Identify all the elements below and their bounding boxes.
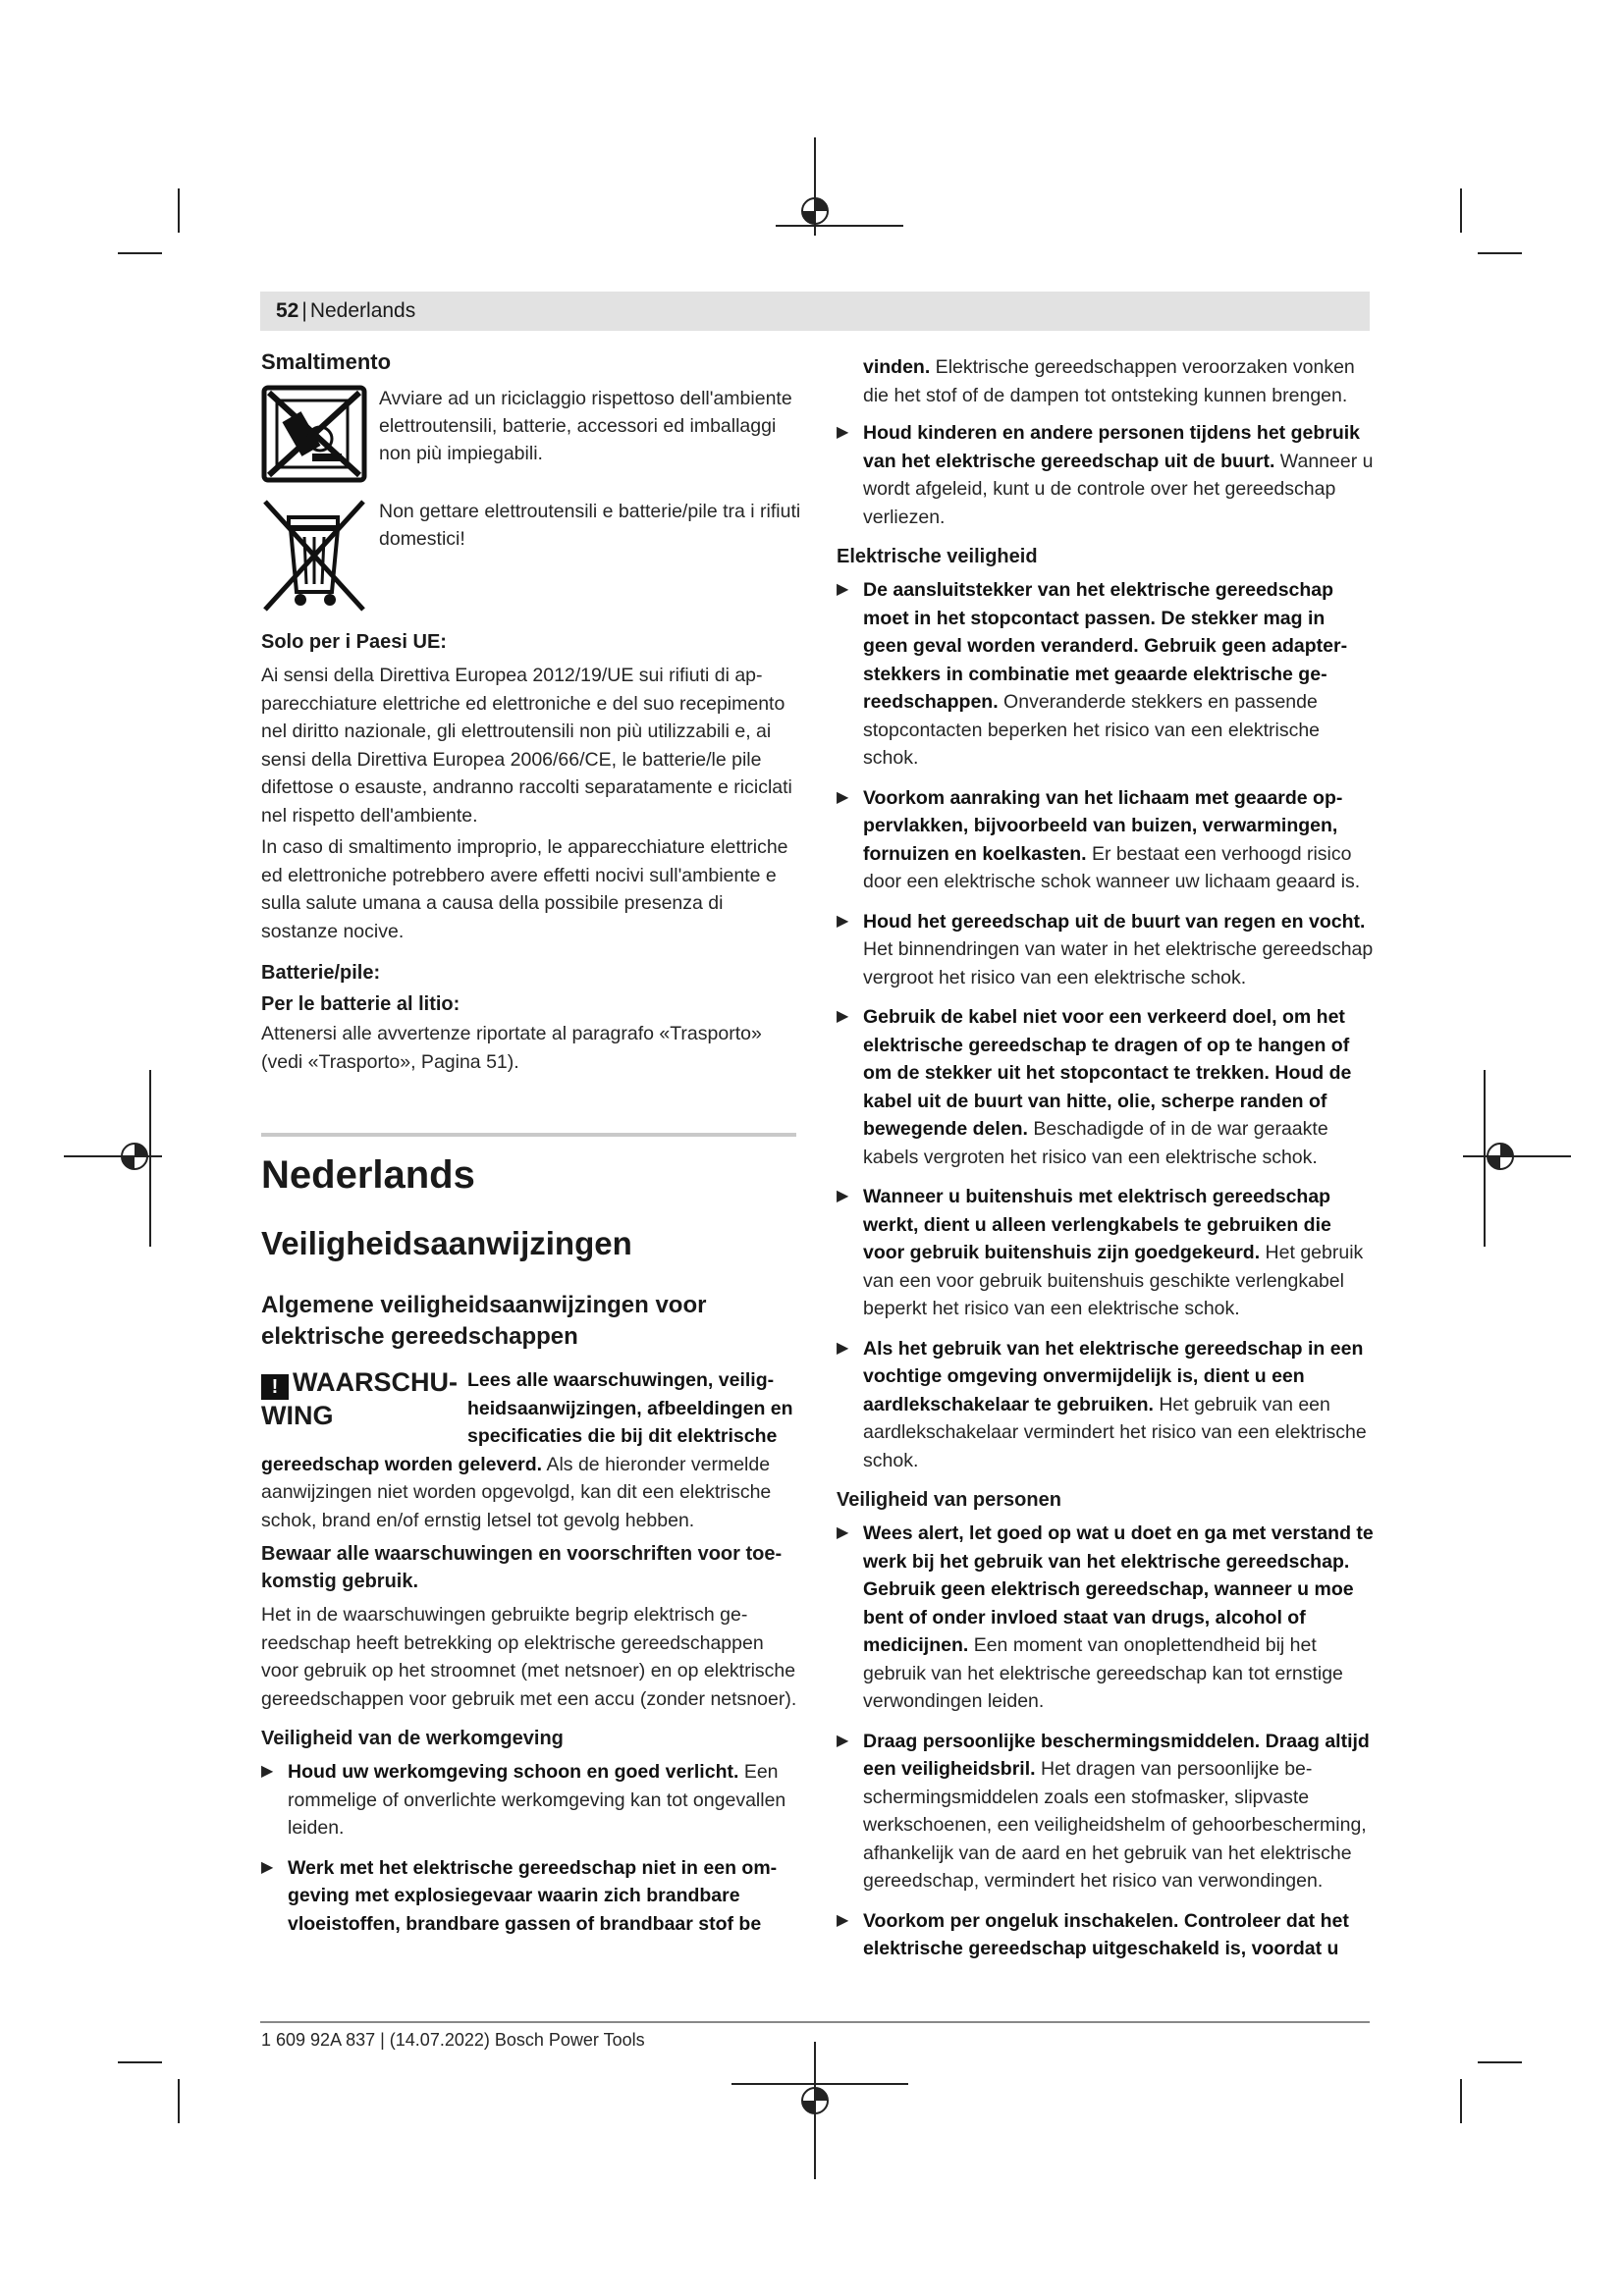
lithium-heading: Per le batterie al litio: bbox=[261, 993, 460, 1015]
disposal-bin-row bbox=[261, 498, 801, 618]
electric-safety-heading: Elektrische veiligheid bbox=[837, 546, 1038, 567]
term-definition-text: Het in de waarschuwingen gebruikte begrip elektrisch gereedschap heeft betrekking op elektrische gereedschappen voor gebruik op het stroomnet (met netsnoer) en op elektrische gereedschappen voor gebruik met een accu (zonder netsnoer). bbox=[261, 1604, 797, 1710]
lithium-text: Attenersi alle avvertenze riportate al paragrafo «Trasporto» (vedi «Trasporto», Pagina 51). bbox=[261, 1023, 762, 1073]
no-household-waste-battery-icon bbox=[261, 385, 367, 483]
bullet-arrow-icon: ▶ bbox=[837, 912, 849, 930]
page-footer: 1 609 92A 837 | (14.07.2022) Bosch Power Tools bbox=[261, 2030, 645, 2050]
footer-divider bbox=[260, 2021, 1370, 2023]
crop-mark bbox=[1460, 2079, 1462, 2123]
disposal-text-2: Non gettare elettroutensili e batterie/pile tra i rifiuti domestici! bbox=[379, 501, 801, 550]
list-item: ▶ Houd uw werkomgeving schoon en goed verlicht. Een rommelige of onverlichte werkomgeving kan tot ongevallen leiden. bbox=[261, 1758, 801, 1842]
warning-label: ! WAARSCHUWING bbox=[261, 1367, 458, 1430]
bullet-arrow-icon: ▶ bbox=[837, 424, 849, 441]
right-column bbox=[837, 353, 1375, 1975]
eu-text-2: In caso di smaltimento improprio, le apparecchiature elettriche ed elettroniche potrebbero avere effetti nocivi sull'ambiente e sulla salute umana a causa della possibile presenza di sostanze nocive. bbox=[261, 836, 788, 942]
disposal-recycle-row bbox=[261, 385, 801, 488]
bullet-arrow-icon: ▶ bbox=[837, 581, 849, 598]
page-header: 52 | Nederlands bbox=[260, 292, 1370, 331]
list-item: ▶ Houd kinderen en andere personen tijdens het gebruik van het elektrische gereedschap uit de buurt. Wanneer u wordt afgeleid, kunt u de controle over het gereedschap verliezen. bbox=[837, 419, 1375, 531]
crop-mark bbox=[118, 252, 162, 254]
crop-mark bbox=[1460, 188, 1462, 233]
warning-block bbox=[261, 1366, 801, 1534]
list-item: ▶ Wanneer u buitenshuis met elektrisch gereedschap werkt, dient u alleen verlengkabels te gebruiken die voor gebruik buitenshuis zijn goedgekeurd. Het gebruik van een voor gebruik buitenshuis geschikte verlengkabel beperkt het risico van een elektrische schok. bbox=[837, 1183, 1375, 1323]
section-divider bbox=[261, 1133, 796, 1137]
language-title: Nederlands bbox=[261, 1153, 475, 1197]
list-item: ▶ Draag persoonlijke beschermingsmiddelen. Draag altijd een veiligheidsbril. Het dragen van persoonlijke beschermingsmiddelen zoals een stofmasker, slipvaste werkschoenen, een veiligheidshelm of gehoorbescherming, afhankelijk van de aard en het gebruik van het elektrische gereedschap, vermindert het risico van verwondingen. bbox=[837, 1728, 1375, 1896]
bullet-arrow-icon: ▶ bbox=[837, 788, 849, 806]
registration-mark-icon bbox=[1463, 1070, 1571, 1247]
page-number: 52 bbox=[276, 299, 299, 322]
crop-mark bbox=[178, 2079, 180, 2123]
list-item: ▶ Wees alert, let goed op wat u doet en ga met verstand te werk bij het gebruik van het elektrische gereedschap. Gebruik geen elektrisch gereedschap, wanneer u moe bent of onder invloed staat van drugs, alcohol of medicijnen. Een moment van onoplettendheid bij het gebruik van het elektrische gereedschap kan tot ernstige verwondingen leiden. bbox=[837, 1520, 1375, 1716]
registration-mark-icon bbox=[731, 2042, 908, 2179]
warning-bold-text: Lees alle waarschuwingen, veiligheidsaanwijzingen, afbeeldingen en specificaties die bij dit elektrische gereedschap worden geleverd. bbox=[261, 1369, 793, 1475]
smaltimento-heading: Smaltimento bbox=[261, 349, 392, 374]
list-item: ▶ Als het gebruik van het elektrische gereedschap in een vochtige omgeving onvermijdelijk is, dient u een aardlekschakelaar te gebruiken. Het gebruik van een aardlekschakelaar vermindert het risico van een elektrische schok. bbox=[837, 1335, 1375, 1475]
crossed-out-wheelie-bin-icon bbox=[261, 498, 367, 614]
batteries-heading: Batterie/pile: bbox=[261, 962, 381, 984]
crop-mark bbox=[1478, 252, 1522, 254]
left-column bbox=[261, 349, 801, 1949]
crop-mark bbox=[1478, 2061, 1522, 2063]
header-section: Nederlands bbox=[309, 299, 416, 322]
crop-mark bbox=[118, 2061, 162, 2063]
work-area-list bbox=[261, 1758, 801, 1938]
personal-safety-heading: Veiligheid van personen bbox=[837, 1489, 1061, 1511]
list-item: ▶ De aansluitstekker van het elektrische gereedschap moet in het stopcontact passen. De stekker mag in geen geval worden veranderd. Gebruik geen adapterstekkers in combinatie met geaarde elektrische gereedschappen. Onveranderde stekkers en passende stopcontacten beperken het risico van een elektrische schok. bbox=[837, 576, 1375, 773]
bullet-arrow-icon: ▶ bbox=[837, 1911, 849, 1929]
registration-mark-icon bbox=[776, 137, 903, 236]
warning-triangle-icon: ! bbox=[261, 1374, 289, 1400]
list-item: ▶ Werk met het elektrische gereedschap niet in een omgeving met explosiegevaar waarin zich brandbare vloeistoffen, brandbare gassen of brandbaar stof be bbox=[261, 1854, 801, 1939]
bullet-arrow-icon: ▶ bbox=[837, 1524, 849, 1541]
list-item: ▶ Houd het gereedschap uit de buurt van regen en vocht. Het binnendringen van water in het elektrische gereedschap vergroot het risico van een elektrische schok. bbox=[837, 908, 1375, 992]
keep-instructions-heading: Bewaar alle waarschuwingen en voorschriften voor toekomstig gebruik. bbox=[261, 1543, 783, 1592]
crop-mark bbox=[178, 188, 180, 233]
bullet-arrow-icon: ▶ bbox=[261, 1858, 274, 1876]
eu-heading: Solo per i Paesi UE: bbox=[261, 631, 447, 653]
list-item: ▶ Voorkom per ongeluk inschakelen. Controleer dat het elektrische gereedschap uitgeschakeld is, voordat u bbox=[837, 1907, 1375, 1963]
disposal-text-1: Avviare ad un riciclaggio rispettoso dell'ambiente elettroutensili, batterie, accessori ed imballaggi non più impiegabili. bbox=[379, 388, 792, 464]
list-item: ▶ Voorkom aanraking van het lichaam met geaarde oppervlakken, bijvoorbeeld van buizen, verwarmingen, fornuizen en koelkasten. Er bestaat een verhoogd risico door een elektrische schok wanneer uw lichaam geaard is. bbox=[837, 784, 1375, 896]
bullet-arrow-icon: ▶ bbox=[837, 1339, 849, 1357]
eu-text-1: Ai sensi della Direttiva Europea 2012/19/UE sui rifiuti di apparecchiature elettriche ed elettroniche e del suo recepimento nel diritto nazionale, gli elettroutensili non più utilizzabili e, ai sensi della Direttiva Europea 2006/66/CE, le batterie/le pile difettose o esauste, andranno raccolti separatamente e riciclati nel rispetto dell'ambiente. bbox=[261, 665, 792, 827]
bullet-arrow-icon: ▶ bbox=[261, 1763, 274, 1780]
general-safety-heading: Algemene veiligheidsaanwijzingen voor elektrische gereedschappen bbox=[261, 1292, 707, 1350]
children-list bbox=[837, 419, 1375, 531]
list-item: ▶ Gebruik de kabel niet voor een verkeerd doel, om het elektrische gereedschap te dragen of op te hangen of om de stekker uit het stopcontact te trekken. Houd de kabel uit de buurt van hitte, olie, scherpe randen of bewegende delen. Beschadigde of in de war geraakte kabels vergroten het risico van een elektrische schok. bbox=[837, 1003, 1375, 1171]
personal-safety-list bbox=[837, 1520, 1375, 1963]
warning-text: Als de hieronder vermelde aanwijzingen niet worden opgevolgd, kan dit een elektrische schok, brand en/of ernstig letsel tot gevolg hebben. bbox=[261, 1453, 772, 1531]
bullet-arrow-icon: ▶ bbox=[837, 1008, 849, 1025]
bullet-arrow-icon: ▶ bbox=[837, 1188, 849, 1204]
work-area-heading: Veiligheid van de werkomgeving bbox=[261, 1728, 564, 1749]
registration-mark-icon bbox=[64, 1070, 162, 1247]
electric-safety-list bbox=[837, 576, 1375, 1474]
continued-text: vinden. Elektrische gereedschappen veroorzaken vonken die het stof of de dampen tot ontsteking kunnen brengen. bbox=[863, 356, 1355, 406]
bullet-arrow-icon: ▶ bbox=[837, 1732, 849, 1749]
safety-title: Veiligheidsaanwijzingen bbox=[261, 1225, 632, 1261]
